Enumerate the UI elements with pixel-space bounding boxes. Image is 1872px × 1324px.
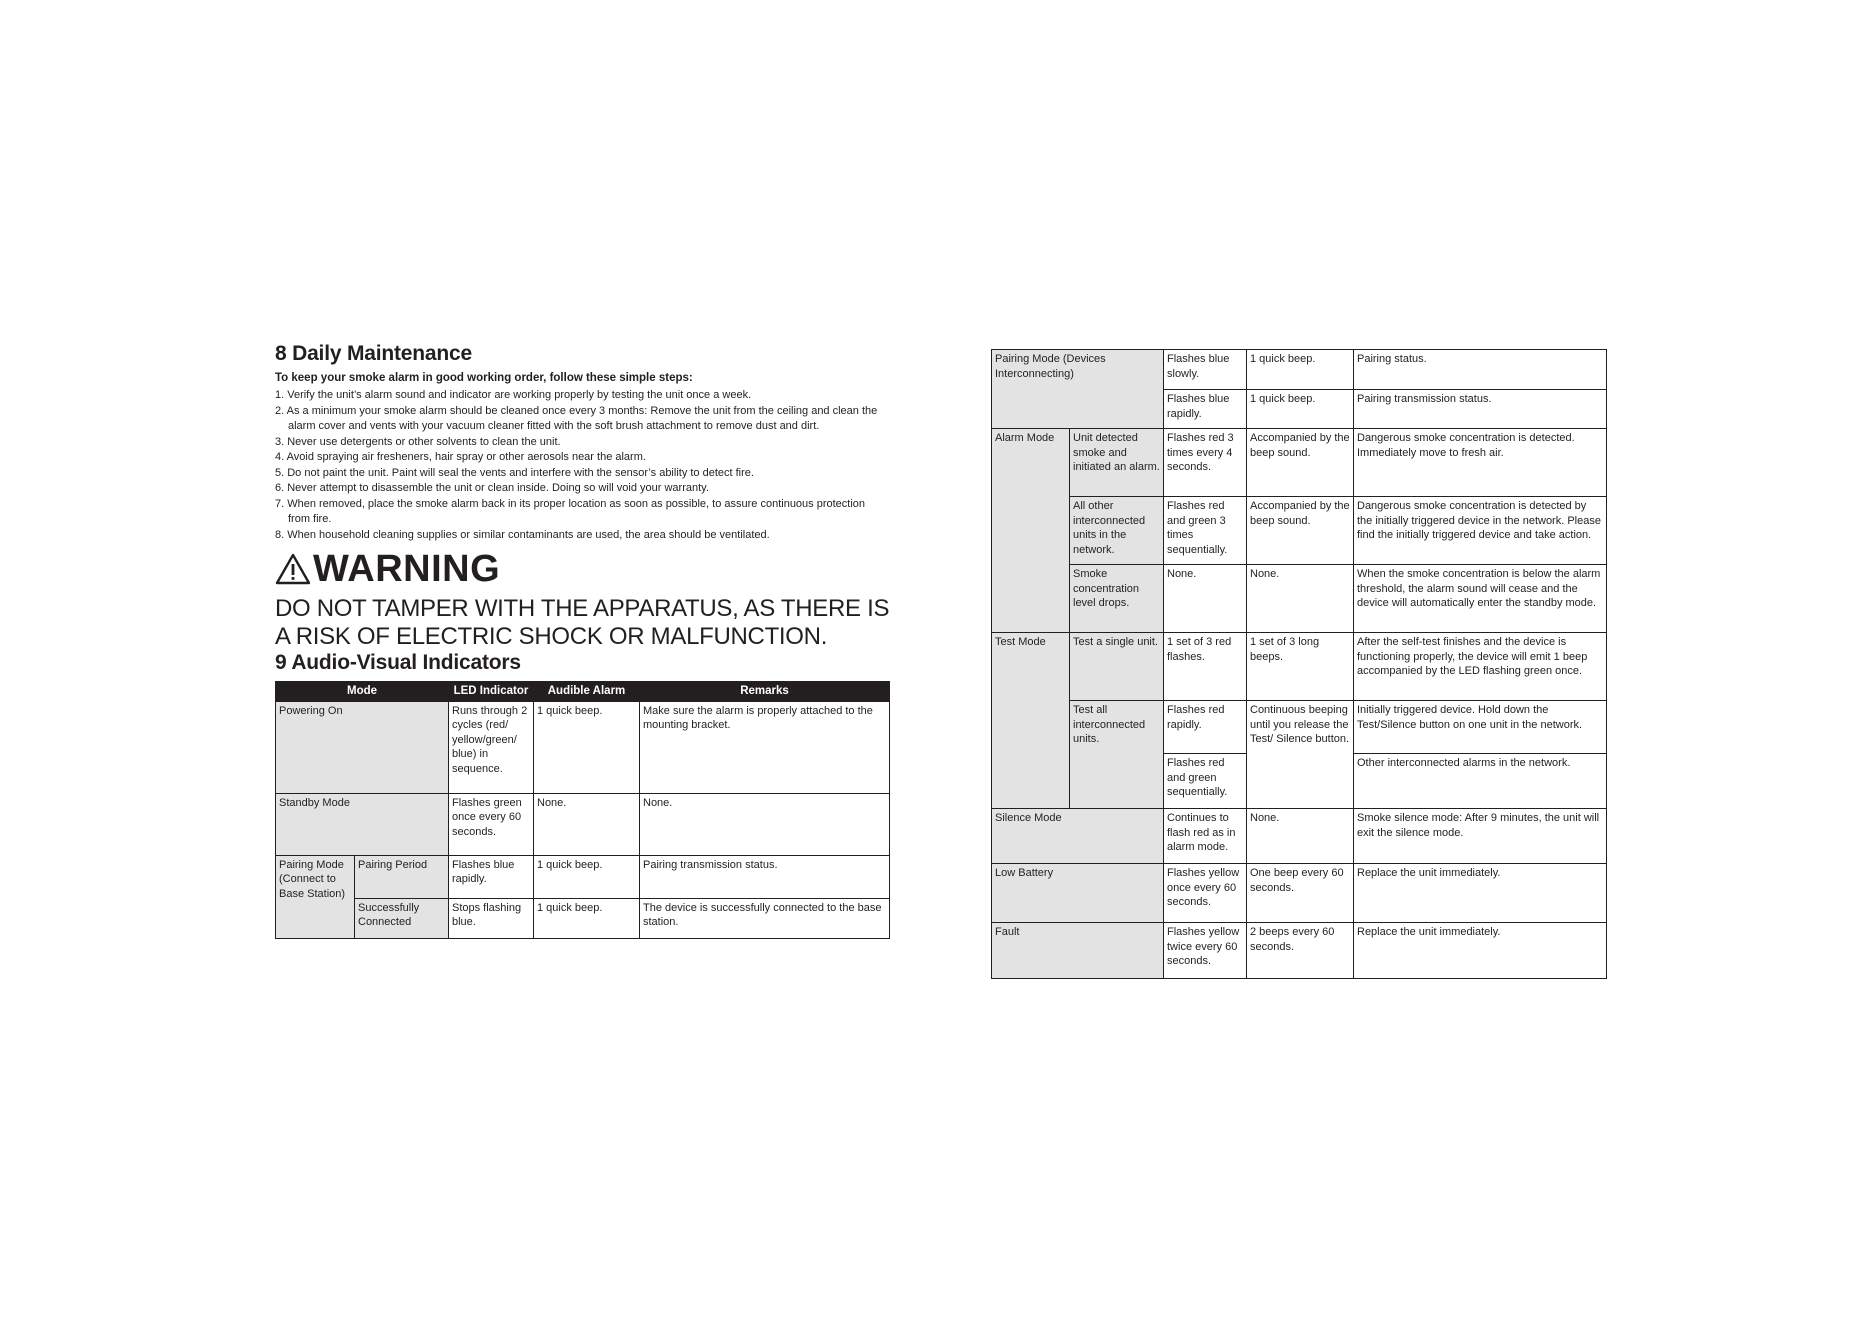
led-cell: Flashes yellow once every 60 seconds.	[1164, 864, 1247, 923]
submode-cell: All other interconnected units in the network.	[1070, 497, 1164, 565]
audible-cell: 1 set of 3 long beeps.	[1247, 633, 1354, 701]
audible-cell: Continuous beeping until you release the Test/ Silence button.	[1247, 701, 1354, 809]
header-mode: Mode	[276, 682, 449, 702]
led-cell: None.	[1164, 565, 1247, 633]
table-row	[276, 793, 890, 855]
led-cell: Stops flashing blue.	[449, 898, 534, 938]
indicators-heading: 9 Audio-Visual Indicators	[275, 651, 521, 674]
submode-cell: Successfully Connected	[355, 898, 449, 938]
remarks-cell: Pairing transmission status.	[1354, 390, 1607, 429]
audible-cell: Accompanied by the beep sound.	[1247, 497, 1354, 565]
indicators-table-left	[275, 681, 890, 939]
remarks-cell: After the self-test finishes and the device is functioning properly, the device will emit 1 beep accompanied by the LED flashing green once.	[1354, 633, 1607, 701]
led-cell: Runs through 2 cycles (red/ yellow/green/ blue) in sequence.	[449, 701, 534, 793]
remarks-cell: Pairing status.	[1354, 350, 1607, 390]
table-header-row	[276, 682, 890, 702]
maintenance-step: 2. As a minimum your smoke alarm should be cleaned once every 3 months: Remove the unit from the ceiling and clean the alarm cover and vents with your vacuum cleaner fitted with the soft brush attachment to remove dust and dirt.	[275, 404, 878, 432]
maintenance-step: 5. Do not paint the unit. Paint will seal the vents and interfere with the sensor’s ability to detect fire.	[275, 466, 754, 479]
led-cell: Flashes blue rapidly.	[1164, 390, 1247, 429]
maintenance-intro: To keep your smoke alarm in good working order, follow these simple steps:	[275, 372, 693, 384]
led-cell: Flashes yellow twice every 60 seconds.	[1164, 923, 1247, 979]
table-row	[992, 350, 1607, 390]
led-cell: Flashes red and green 3 times sequentially.	[1164, 497, 1247, 565]
mode-cell: Pairing Mode (Devices Interconnecting)	[992, 350, 1164, 429]
table-row	[992, 701, 1607, 754]
mode-cell: Silence Mode	[992, 809, 1164, 864]
mode-cell: Low Battery	[992, 864, 1164, 923]
remarks-cell: Make sure the alarm is properly attached to the mounting bracket.	[640, 701, 890, 793]
led-cell: Flashes red rapidly.	[1164, 701, 1247, 754]
audible-cell: 1 quick beep.	[1247, 350, 1354, 390]
remarks-cell: When the smoke concentration is below the alarm threshold, the alarm sound will cease and the device will automatically enter the standby mode.	[1354, 565, 1607, 633]
header-led: LED Indicator	[449, 682, 534, 702]
remarks-cell: None.	[640, 793, 890, 855]
mode-cell: Alarm Mode	[992, 429, 1070, 633]
table-row	[992, 633, 1607, 701]
left-page	[275, 342, 890, 939]
table-row	[992, 429, 1607, 497]
audible-cell: 1 quick beep.	[1247, 390, 1354, 429]
table-row	[276, 701, 890, 793]
remarks-cell: Dangerous smoke concentration is detected. Immediately move to fresh air.	[1354, 429, 1607, 497]
maintenance-step: 4. Avoid spraying air fresheners, hair spray or other aerosols near the alarm.	[275, 451, 646, 463]
audible-cell: One beep every 60 seconds.	[1247, 864, 1354, 923]
header-remarks: Remarks	[640, 682, 890, 702]
maintenance-step: 3. Never use detergents or other solvents to clean the unit.	[275, 435, 561, 448]
submode-cell: Smoke concentration level drops.	[1070, 565, 1164, 633]
table-row	[992, 809, 1607, 864]
audible-cell: 2 beeps every 60 seconds.	[1247, 923, 1354, 979]
led-cell: Flashes red and green sequentially.	[1164, 754, 1247, 809]
led-cell: Flashes red 3 times every 4 seconds.	[1164, 429, 1247, 497]
audible-cell: 1 quick beep.	[534, 855, 640, 898]
mode-cell: Standby Mode	[276, 793, 449, 855]
warning-triangle-icon	[275, 553, 311, 585]
submode-cell: Unit detected smoke and initiated an alarm.	[1070, 429, 1164, 497]
indicators-table-right	[991, 349, 1607, 979]
led-cell: Flashes blue rapidly.	[449, 855, 534, 898]
warning-title: WARNING	[313, 547, 501, 590]
maintenance-steps	[275, 388, 890, 543]
warning-header	[275, 547, 890, 591]
remarks-cell: Smoke silence mode: After 9 minutes, the unit will exit the silence mode.	[1354, 809, 1607, 864]
remarks-cell: Initially triggered device. Hold down the Test/Silence button on one unit in the network.	[1354, 701, 1607, 754]
led-cell: Continues to flash red as in alarm mode.	[1164, 809, 1247, 864]
maintenance-step: 8. When household cleaning supplies or similar contaminants are used, the area should be ventilated.	[275, 528, 770, 541]
table-row	[992, 923, 1607, 979]
audible-cell: Accompanied by the beep sound.	[1247, 429, 1354, 497]
remarks-cell: Replace the unit immediately.	[1354, 864, 1607, 923]
audible-cell: 1 quick beep.	[534, 898, 640, 938]
table-row	[276, 898, 890, 938]
audible-cell: 1 quick beep.	[534, 701, 640, 793]
header-audible: Audible Alarm	[534, 682, 640, 702]
submode-cell: Test all interconnected units.	[1070, 701, 1164, 809]
mode-cell: Pairing Mode (Connect to Base Station)	[276, 855, 355, 938]
audible-cell: None.	[1247, 565, 1354, 633]
table-row	[276, 855, 890, 898]
table-row	[992, 565, 1607, 633]
mode-cell: Fault	[992, 923, 1164, 979]
remarks-cell: Replace the unit immediately.	[1354, 923, 1607, 979]
led-cell: 1 set of 3 red flashes.	[1164, 633, 1247, 701]
remarks-cell: Dangerous smoke concentration is detected by the initially triggered device in the network. Please find the initially triggered device and take action.	[1354, 497, 1607, 565]
maintenance-step: 1. Verify the unit’s alarm sound and indicator are working properly by testing the unit once a week.	[275, 389, 752, 401]
warning-text: DO NOT TAMPER WITH THE APPARATUS, AS THERE IS A RISK OF ELECTRIC SHOCK OR MALFUNCTION.	[275, 595, 890, 650]
table-row	[992, 497, 1607, 565]
remarks-cell: Other interconnected alarms in the network.	[1354, 754, 1607, 809]
maintenance-step: 6. Never attempt to disassemble the unit or clean inside. Doing so will void your warranty.	[275, 482, 709, 494]
table-row	[992, 864, 1607, 923]
mode-cell: Powering On	[276, 701, 449, 793]
audible-cell: None.	[1247, 809, 1354, 864]
remarks-cell: Pairing transmission status.	[640, 855, 890, 898]
submode-cell: Pairing Period	[355, 855, 449, 898]
mode-cell: Test Mode	[992, 633, 1070, 809]
led-cell: Flashes blue slowly.	[1164, 350, 1247, 390]
audible-cell: None.	[534, 793, 640, 855]
maintenance-heading: 8 Daily Maintenance	[275, 342, 472, 365]
remarks-cell: The device is successfully connected to the base station.	[640, 898, 890, 938]
led-cell: Flashes green once every 60 seconds.	[449, 793, 534, 855]
maintenance-step: 7. When removed, place the smoke alarm back in its proper location as soon as possible, to assure continuous protection from fire.	[275, 497, 866, 525]
submode-cell: Test a single unit.	[1070, 633, 1164, 701]
